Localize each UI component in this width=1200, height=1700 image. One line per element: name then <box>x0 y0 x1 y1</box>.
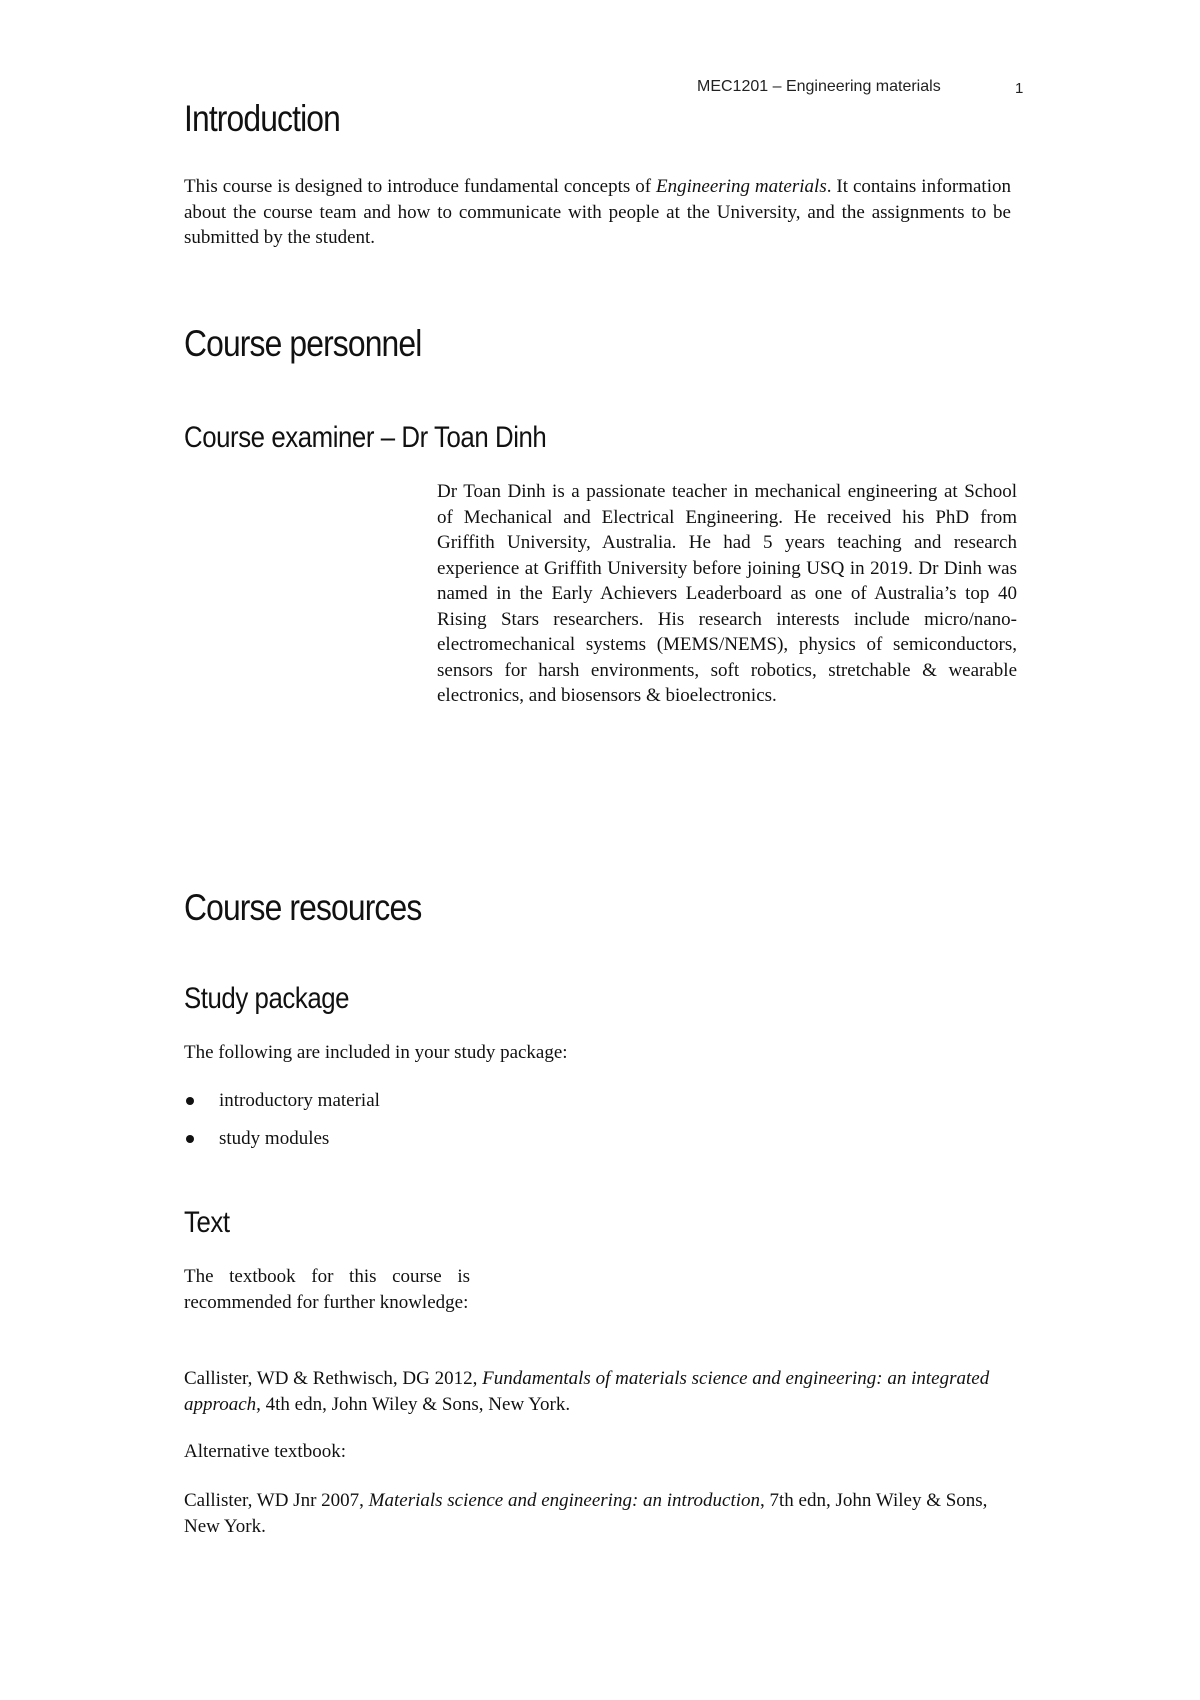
list-item <box>184 1088 380 1126</box>
list-item-label: study modules <box>219 1128 330 1149</box>
list-item <box>184 1126 380 1164</box>
running-header: MEC1201 – Engineering materials <box>697 78 941 95</box>
page-number: 1 <box>1015 80 1024 97</box>
study-package-intro: The following are included in your study package: <box>184 1042 568 1063</box>
introduction-paragraph <box>184 174 1011 251</box>
introduction-text-start: This course is designed to introduce fundamental concepts of <box>184 176 657 197</box>
reference-title: Materials science and engineering: an introduction <box>368 1490 761 1511</box>
reference-title: Fundamentals of materials science and engineering: an integrated approach <box>184 1368 990 1415</box>
reference-authors: Callister, WD & Rethwisch, DG 2012, <box>184 1368 483 1389</box>
list-item-label: introductory material <box>219 1090 380 1111</box>
course-personnel-heading: Course personnel <box>184 323 422 364</box>
course-name-emphasis: Engineering materials <box>656 176 827 197</box>
bullet-icon <box>186 1097 194 1105</box>
bullet-icon <box>186 1135 194 1143</box>
course-examiner-heading: Course examiner – Dr Toan Dinh <box>184 421 547 454</box>
textbook-reference <box>184 1366 1024 1417</box>
introduction-heading: Introduction <box>184 98 340 139</box>
study-package-list <box>184 1088 380 1164</box>
reference-publisher: , 7th edn, John Wiley & Sons, New York. <box>184 1490 988 1537</box>
introduction-text-end: . It contains information about the course team and how to communicate with people at the University, and the assignments to be submitted by the student. <box>184 176 1011 248</box>
alternative-textbook-label: Alternative textbook: <box>184 1441 346 1462</box>
text-heading: Text <box>184 1206 230 1239</box>
examiner-bio: Dr Toan Dinh is a passionate teacher in mechanical engineering at School of Mechanical and Electrical Engineering. He received his PhD from Griffith University, Australia. He had 5 years teaching and research experience at Griffith University before joining USQ in 2019. Dr Dinh was named in the Early Achievers Leaderboard as one of Australia’s top 40 Rising Stars researchers. His research interests include micro/nano-electromechanical systems (MEMS/NEMS), physics of semiconductors, sensors for harsh environments, soft robotics, stretchable & wearable electronics, and biosensors & bioelectronics. <box>437 481 1017 706</box>
textbook-intro: The textbook for this course is recommended for further knowledge: <box>184 1266 470 1313</box>
alternative-textbook-reference <box>184 1488 1014 1539</box>
study-package-heading: Study package <box>184 982 350 1015</box>
reference-publisher: , 4th edn, John Wiley & Sons, New York. <box>256 1393 571 1415</box>
course-resources-heading: Course resources <box>184 887 422 928</box>
reference-authors: Callister, WD Jnr 2007, <box>184 1490 369 1511</box>
